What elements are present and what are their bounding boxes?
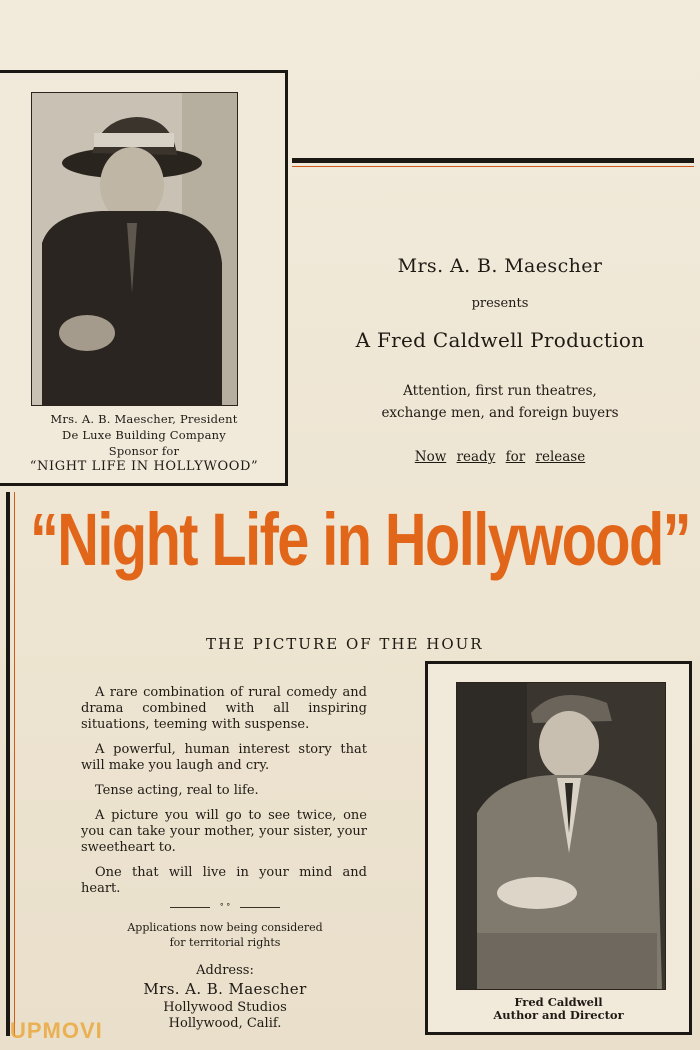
applications-line: Applications now being considered: [127, 921, 323, 934]
director-photo-card: [425, 661, 692, 1035]
promo-copy: [81, 685, 367, 906]
director-caption: [428, 996, 689, 1022]
top-rule-accent: [292, 166, 694, 167]
copy-paragraph: A picture you will go to see twice, one you can take your mother, your sister, your sweetheart to.: [81, 808, 367, 855]
director-photo: [456, 682, 666, 990]
applications-line: for territorial rights: [169, 936, 281, 949]
release-word: ready: [456, 449, 496, 465]
caption-line: Sponsor for: [108, 444, 180, 458]
ornament-divider: ° °: [170, 902, 280, 912]
attention-text: [330, 380, 670, 424]
address-name: Mrs. A. B. Maescher: [143, 980, 307, 998]
production-title: A Fred Caldwell Production: [355, 328, 645, 352]
address-block: [100, 963, 350, 1031]
release-word: release: [535, 449, 586, 465]
release-notice: [330, 449, 670, 465]
sponsor-portrait-icon: [32, 93, 237, 405]
applications-note: [100, 920, 350, 950]
watermark-logo: UPMOVI: [10, 1018, 103, 1043]
copy-paragraph: A powerful, human interest story that will make you laugh and cry.: [81, 742, 367, 773]
sponsor-photo: [31, 92, 238, 406]
address-line: Hollywood, Calif.: [168, 1016, 282, 1031]
sponsor-photo-card: [0, 70, 288, 486]
film-title-headline: “Night Life in Hollywood”: [30, 498, 690, 581]
attention-line: Attention, first run theatres,: [403, 383, 597, 399]
copy-paragraph: Tense acting, real to life.: [95, 783, 259, 798]
copy-paragraph: One that will live in your mind and heart.: [81, 865, 367, 896]
caption-line: De Luxe Building Company: [62, 428, 226, 442]
address-line: Hollywood Studios: [163, 1000, 287, 1015]
caption-line: Fred Caldwell: [514, 995, 603, 1009]
release-word: Now: [414, 449, 447, 465]
top-rule: [292, 158, 694, 163]
left-rule-accent: [14, 492, 15, 1036]
sponsor-caption: [0, 411, 288, 475]
release-word: for: [505, 449, 526, 465]
caption-line: Mrs. A. B. Maescher, President: [50, 412, 238, 426]
presents-label: presents: [471, 296, 529, 311]
left-rule: [6, 492, 10, 1036]
director-portrait-icon: [457, 683, 665, 989]
copy-paragraph: A rare combination of rural comedy and drama combined with all inspiring situations, teeming with suspense.: [81, 685, 367, 732]
presenter-name: Mrs. A. B. Maescher: [397, 255, 603, 277]
attention-line: exchange men, and foreign buyers: [381, 405, 619, 421]
address-label: Address:: [196, 963, 254, 978]
caption-line: Author and Director: [493, 1008, 624, 1022]
film-subtitle: THE PICTURE OF THE HOUR: [206, 635, 484, 653]
caption-line: “NIGHT LIFE IN HOLLYWOOD”: [29, 459, 259, 474]
